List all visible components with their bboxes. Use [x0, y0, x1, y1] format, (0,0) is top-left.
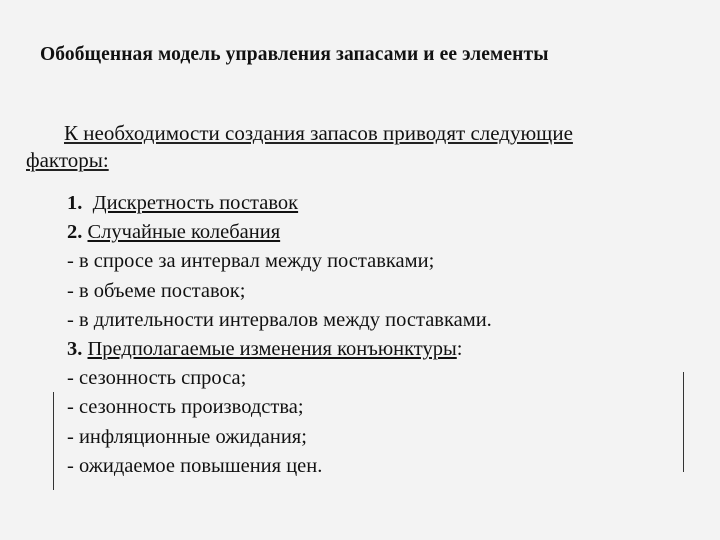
list-item-heading-1	[67, 189, 492, 218]
list-item: - инфляционные ожидания;	[67, 425, 307, 448]
right-vertical-line	[683, 372, 684, 472]
slide-title: Обобщенная модель управления запасами и ее элементы	[40, 44, 549, 65]
item-heading-label: Предполагаемые изменения конъюнктуры	[87, 338, 457, 361]
list-item-heading-2	[67, 218, 492, 247]
item-heading-label: Дискретность поставок	[92, 192, 299, 214]
intro-underline-tail	[573, 120, 591, 147]
item-heading-label: Случайные колебания	[87, 221, 281, 244]
item-number: 3.	[67, 338, 83, 361]
intro-paragraph	[26, 120, 686, 174]
list-item-heading-3	[67, 335, 492, 364]
list-item: - в длительности интервалов между поставками.	[67, 308, 492, 331]
list-item: - сезонность производства;	[67, 396, 304, 419]
intro-line-1	[26, 120, 686, 147]
intro-line-1-text: К необходимости создания запасов приводят следующие	[64, 121, 573, 145]
list-item: - в объеме поставок;	[67, 279, 246, 302]
intro-line-2: факторы:	[26, 148, 109, 172]
item-heading-suffix: :	[456, 338, 463, 361]
list-item: - сезонность спроса;	[67, 367, 247, 390]
item-number: 1.	[67, 192, 83, 214]
list-item: - ожидаемое повышения цен.	[67, 454, 323, 477]
factors-list	[67, 189, 492, 481]
item-number: 2.	[67, 221, 83, 244]
list-item: - в спросе за интервал между поставками;	[67, 250, 435, 273]
left-vertical-line	[53, 392, 54, 490]
